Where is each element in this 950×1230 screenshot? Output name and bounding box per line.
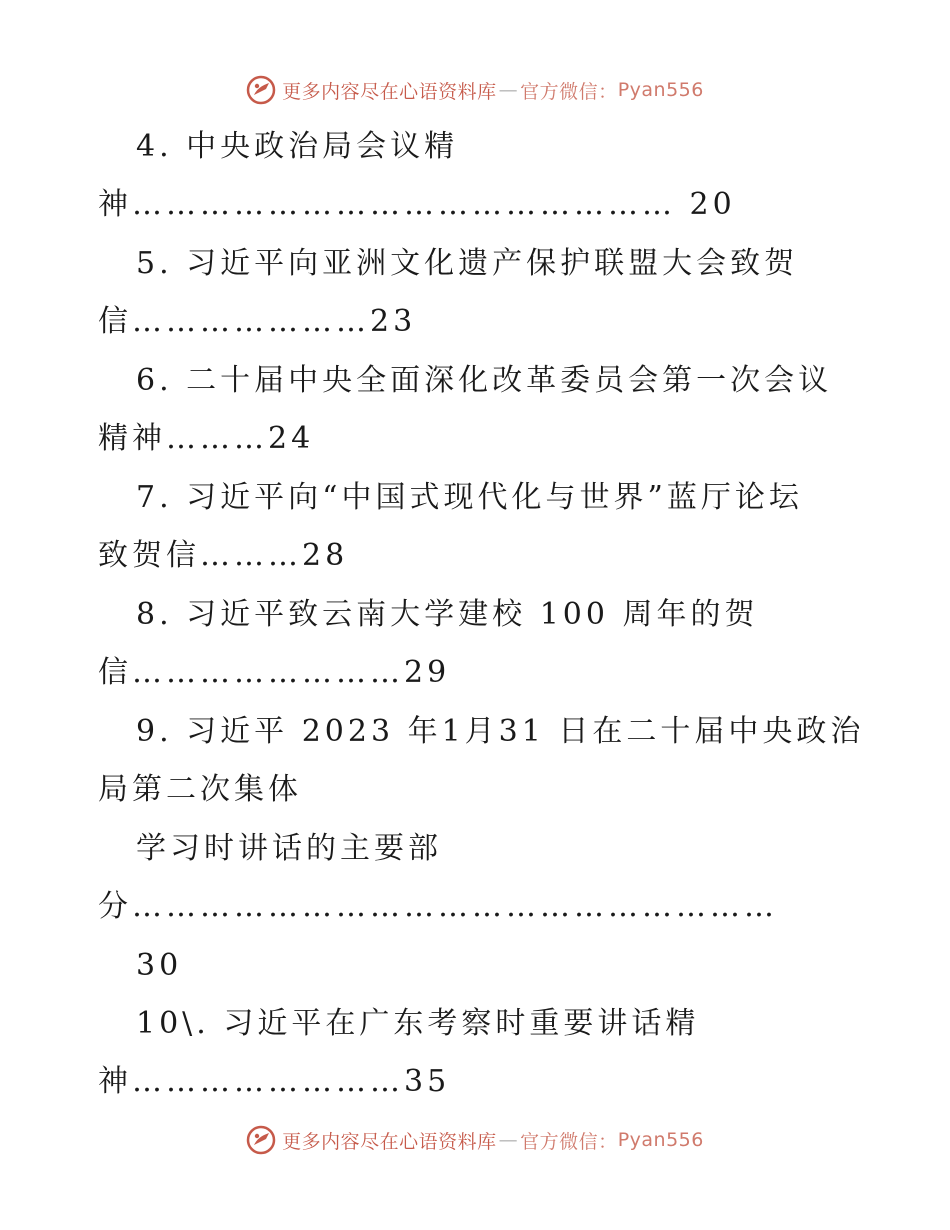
toc-entry-9-leader: 分………………………………………………… [98, 889, 778, 924]
toc-entry-10-title: 10\. 习近平在广东考察时重要讲话精 [136, 1006, 700, 1041]
toc-entry-5-title: 5. 习近平向亚洲文化遗产保护联盟大会致贺 [136, 246, 799, 281]
header-wechat-id: Pyan556 [617, 79, 704, 101]
brand-logo-icon [246, 1125, 276, 1155]
toc-entry-5-page: 信…………………23 [98, 304, 417, 339]
header-separator: — [498, 79, 519, 101]
header-brand-text: 更多内容尽在心语资料库 [282, 80, 497, 103]
toc-entry-8-title: 8. 习近平致云南大学建校 100 周年的贺 [136, 597, 759, 632]
toc-entry-9-title-cont2: 学习时讲话的主要部 [136, 831, 442, 866]
footer-watermark-banner [0, 1120, 950, 1160]
footer-separator: — [498, 1129, 519, 1151]
toc-entry-6-page: 精神………24 [98, 421, 315, 456]
toc-entry-9-title: 9. 习近平 2023 年1月31 日在二十届中央政治 [136, 714, 865, 749]
toc-entry-4-page: 神………………………………………… 20 [98, 187, 736, 222]
toc-entry-10-page: 神……………………35 [98, 1064, 451, 1099]
brand-logo-icon [246, 75, 276, 105]
footer-brand-text: 更多内容尽在心语资料库 [282, 1130, 497, 1153]
toc-entry-7-page: 致贺信………28 [98, 538, 349, 573]
header-watermark-banner [0, 70, 950, 110]
toc-entry-9-title-cont: 局第二次集体 [98, 772, 302, 807]
footer-official-label: 官方微信： [520, 1130, 618, 1153]
toc-entry-8-page: 信……………………29 [98, 655, 451, 690]
footer-wechat-id: Pyan556 [617, 1129, 704, 1151]
toc-entry-4-title: 4. 中央政治局会议精 [136, 129, 459, 164]
header-official-label: 官方微信： [520, 80, 618, 103]
toc-entry-7-title: 7. 习近平向“中国式现代化与世界”蓝厅论坛 [136, 480, 803, 515]
toc-entry-6-title: 6. 二十届中央全面深化改革委员会第一次会议 [136, 363, 833, 398]
toc-entry-9-page: 30 [136, 948, 183, 983]
